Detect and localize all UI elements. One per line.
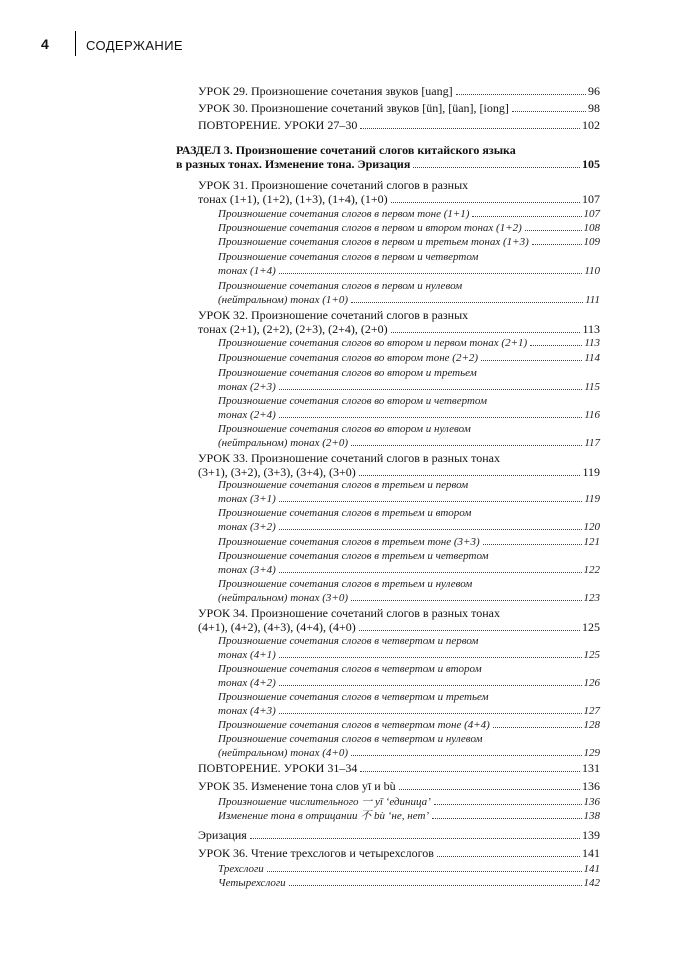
toc-subentry: [218, 336, 600, 350]
toc-entry-title: тонах (2+3): [218, 381, 276, 393]
toc-entry-title: Произношение сочетания слогов в первом и втором тонах (1+2): [218, 222, 522, 234]
toc-page-number: 102: [582, 118, 600, 132]
toc-entry-title: Произношение сочетания слогов в третьем тоне (3+3): [218, 536, 480, 548]
dot-leader: [279, 389, 583, 390]
dot-leader: [279, 273, 583, 274]
toc-subentry: [218, 577, 600, 605]
toc-entry-title: (4+1), (4+2), (4+3), (4+4), (4+0): [198, 620, 356, 634]
toc-subentry: [218, 506, 600, 534]
toc-entry-title: ПОВТОРЕНИЕ. УРОКИ 31–34: [198, 761, 358, 775]
dot-leader: [530, 345, 582, 346]
toc-entry-title: Произношение сочетания слогов в первом тоне (1+1): [218, 208, 470, 220]
toc-entry-title: (нейтральном) тонах (1+0): [218, 294, 349, 306]
toc-entry-title: Произношение сочетания слогов в четвертом и первом: [218, 635, 479, 647]
toc-entry-title: тонах (4+3): [218, 705, 276, 717]
toc-entry-title: Произношение сочетания слогов в третьем и втором: [218, 507, 472, 519]
toc-page-number: 138: [583, 810, 600, 822]
toc-entry: [198, 451, 600, 479]
toc-page-number: 114: [584, 352, 600, 364]
toc-entry-title: Произношение сочетания слогов в четвертом и третьем: [218, 691, 489, 703]
toc-page-number: 119: [584, 493, 600, 505]
toc-page-number: 126: [583, 677, 600, 689]
toc-entry-title: Эризация: [198, 828, 247, 842]
toc-subentry: [218, 718, 600, 732]
toc-page-number: 131: [582, 761, 600, 775]
toc-entry-title: Произношение сочетания слогов во втором и нулевом: [218, 423, 471, 435]
dot-leader: [351, 302, 583, 303]
header-divider: [75, 31, 76, 56]
toc-entry: [198, 779, 600, 793]
toc-page-number: 136: [583, 796, 600, 808]
toc-entry-title: УРОК 31. Произношение сочетаний слогов в разных: [198, 178, 469, 192]
toc-entry-title: тонах (2+1), (2+2), (2+3), (2+4), (2+0): [198, 322, 388, 336]
toc-subentry: [218, 366, 600, 394]
toc-entry-title: Произношение сочетания слогов в четвертом и втором: [218, 663, 482, 675]
page-number: 4: [41, 36, 49, 52]
toc-entry-title: РАЗДЕЛ 3. Произношение сочетаний слогов китайского языка: [176, 143, 516, 157]
dot-leader: [360, 128, 580, 129]
toc-subentry: [218, 422, 600, 450]
toc-page-number: 111: [585, 294, 600, 306]
toc-subentry: [218, 279, 600, 307]
dot-leader: [351, 755, 581, 756]
dot-leader: [289, 885, 582, 886]
toc-subentry: [218, 862, 600, 876]
dot-leader: [483, 544, 582, 545]
toc-entry: [198, 761, 600, 775]
toc-subentry: [218, 235, 600, 249]
toc-entry-title: Произношение сочетания слогов в третьем и четвертом: [218, 550, 489, 562]
toc-page-number: 142: [583, 877, 600, 889]
toc-page-number: 113: [582, 322, 600, 336]
toc-page-number: 123: [583, 592, 600, 604]
toc-entry-title: тонах (4+2): [218, 677, 276, 689]
toc-entry-title: тонах (3+1): [218, 493, 276, 505]
dot-leader: [456, 94, 586, 95]
toc-entry-title: тонах (4+1): [218, 649, 276, 661]
toc-entry-title: Трехслоги: [218, 863, 264, 875]
toc-page-number: 141: [583, 863, 600, 875]
toc-entry-title: УРОК 33. Произношение сочетаний слогов в разных тонах: [198, 451, 500, 465]
toc-page-number: 125: [583, 649, 600, 661]
dot-leader: [279, 657, 582, 658]
dot-leader: [267, 871, 582, 872]
toc-entry: [198, 118, 600, 132]
toc-page-number: 122: [583, 564, 600, 576]
toc-entry-title: УРОК 32. Произношение сочетаний слогов в разных: [198, 308, 469, 322]
dot-leader: [391, 202, 580, 203]
toc-entry-title: Произношение сочетания слогов в первом и нулевом: [218, 280, 463, 292]
toc-page-number: 120: [583, 521, 600, 533]
toc-page-number: 139: [582, 828, 600, 842]
toc-section: [176, 143, 600, 171]
toc-entry: [198, 846, 600, 860]
toc-entry-title: (нейтральном) тонах (4+0): [218, 747, 349, 759]
running-header-title: СОДЕРЖАНИЕ: [86, 38, 184, 53]
dot-leader: [279, 713, 582, 714]
toc-subentry: [218, 634, 600, 662]
toc-entry-title: тонах (1+4): [218, 265, 276, 277]
toc-entry: [198, 178, 600, 206]
dot-leader: [279, 417, 583, 418]
toc-subentry: [218, 809, 600, 823]
toc-subentry: [218, 394, 600, 422]
toc-entry-title: Произношение сочетания слогов в первом и третьем тонах (1+3): [218, 236, 529, 248]
toc-page-number: 107: [583, 208, 600, 220]
toc-entry-title: Произношение сочетания слогов во втором и первом тонах (2+1): [218, 337, 528, 349]
dot-leader: [391, 332, 581, 333]
toc-page-number: 107: [582, 192, 600, 206]
toc-entry-title: Произношение сочетания слогов в четвертом тоне (4+4): [218, 719, 490, 731]
toc-entry: [198, 101, 600, 115]
toc-entry-title: Произношение сочетания слогов в четвертом и нулевом: [218, 733, 483, 745]
toc-subentry: [218, 478, 600, 506]
toc-entry: [198, 606, 600, 634]
toc-subentry: [218, 221, 600, 235]
dot-leader: [432, 818, 581, 819]
toc-entry: [198, 828, 600, 842]
toc-page-number: 96: [588, 84, 600, 98]
toc-entry-title: Произношение сочетания слогов в первом и четвертом: [218, 251, 479, 263]
dot-leader: [279, 572, 582, 573]
toc-entry-title: тонах (3+2): [218, 521, 276, 533]
toc-entry-title: УРОК 35. Изменение тона слов yī и bù: [198, 779, 396, 793]
toc-page-number: 136: [582, 779, 600, 793]
toc-entry-title: УРОК 30. Произношение сочетаний звуков [ün], [üan], [iong]: [198, 101, 509, 115]
toc-entry-title: УРОК 29. Произношение сочетания звуков [uang]: [198, 84, 453, 98]
toc-entry-title: ПОВТОРЕНИЕ. УРОКИ 27–30: [198, 118, 358, 132]
toc-entry-title: Произношение сочетания слогов во втором и третьем: [218, 367, 477, 379]
dot-leader: [413, 167, 580, 168]
toc-entry: [198, 84, 600, 98]
toc-page-number: 113: [584, 337, 600, 349]
toc-subentry: [218, 351, 600, 365]
dot-leader: [360, 771, 580, 772]
toc-entry-title: (3+1), (3+2), (3+3), (3+4), (3+0): [198, 465, 356, 479]
toc-entry-title: в разных тонах. Изменение тона. Эризация: [176, 157, 411, 171]
toc-entry-title: тонах (2+4): [218, 409, 276, 421]
toc-page-number: 121: [583, 536, 600, 548]
toc-entry-title: Произношение сочетания слогов во втором тоне (2+2): [218, 352, 479, 364]
toc-page-number: 127: [583, 705, 600, 717]
toc-page-number: 117: [584, 437, 600, 449]
dot-leader: [525, 230, 582, 231]
toc-entry-title: УРОК 36. Чтение трехслогов и четырехслогов: [198, 846, 434, 860]
toc-page-number: 141: [582, 846, 600, 860]
toc-entry-title: Произношение сочетания слогов во втором и четвертом: [218, 395, 487, 407]
toc-entry-title: Произношение сочетания слогов в третьем и нулевом: [218, 578, 473, 590]
dot-leader: [481, 360, 582, 361]
dot-leader: [359, 475, 581, 476]
dot-leader: [493, 727, 582, 728]
dot-leader: [437, 856, 580, 857]
toc-subentry: [218, 795, 600, 809]
dot-leader: [279, 529, 582, 530]
toc-entry: [198, 308, 600, 336]
dot-leader: [532, 244, 582, 245]
toc-subentry: [218, 876, 600, 890]
toc-entry-title: Изменение тона в отрицании 不 bù ‘не, нет’: [218, 810, 430, 822]
dot-leader: [279, 501, 583, 502]
toc-subentry: [218, 207, 600, 221]
toc-subentry: [218, 732, 600, 760]
toc-subentry: [218, 250, 600, 278]
toc-page-number: 125: [582, 620, 600, 634]
toc-page-number: 129: [583, 747, 600, 759]
toc-page-number: 119: [582, 465, 600, 479]
dot-leader: [434, 804, 582, 805]
toc-entry-title: (нейтральном) тонах (3+0): [218, 592, 349, 604]
toc-page-number: 116: [584, 409, 600, 421]
toc-entry-title: Четырехслоги: [218, 877, 286, 889]
toc-subentry: [218, 662, 600, 690]
toc-page-number: 105: [582, 157, 600, 171]
dot-leader: [359, 630, 580, 631]
toc-page-number: 110: [584, 265, 600, 277]
dot-leader: [279, 685, 582, 686]
toc-entry-title: Произношение числительного 一 yī ‘единица’: [218, 796, 431, 808]
dot-leader: [351, 445, 582, 446]
toc-entry-title: Произношение сочетания слогов в третьем и первом: [218, 479, 469, 491]
toc-entry-title: (нейтральном) тонах (2+0): [218, 437, 349, 449]
dot-leader: [250, 838, 580, 839]
toc-page-number: 98: [588, 101, 600, 115]
toc-subentry: [218, 549, 600, 577]
toc-page-number: 108: [583, 222, 600, 234]
toc-page-number: 128: [583, 719, 600, 731]
toc-entry-title: тонах (3+4): [218, 564, 276, 576]
toc-page-number: 109: [583, 236, 600, 248]
toc-subentry: [218, 535, 600, 549]
dot-leader: [399, 789, 580, 790]
dot-leader: [472, 216, 581, 217]
toc-entry-title: УРОК 34. Произношение сочетаний слогов в разных тонах: [198, 606, 500, 620]
dot-leader: [512, 111, 586, 112]
dot-leader: [351, 600, 581, 601]
toc-entry-title: тонах (1+1), (1+2), (1+3), (1+4), (1+0): [198, 192, 388, 206]
toc-subentry: [218, 690, 600, 718]
toc-page-number: 115: [584, 381, 600, 393]
